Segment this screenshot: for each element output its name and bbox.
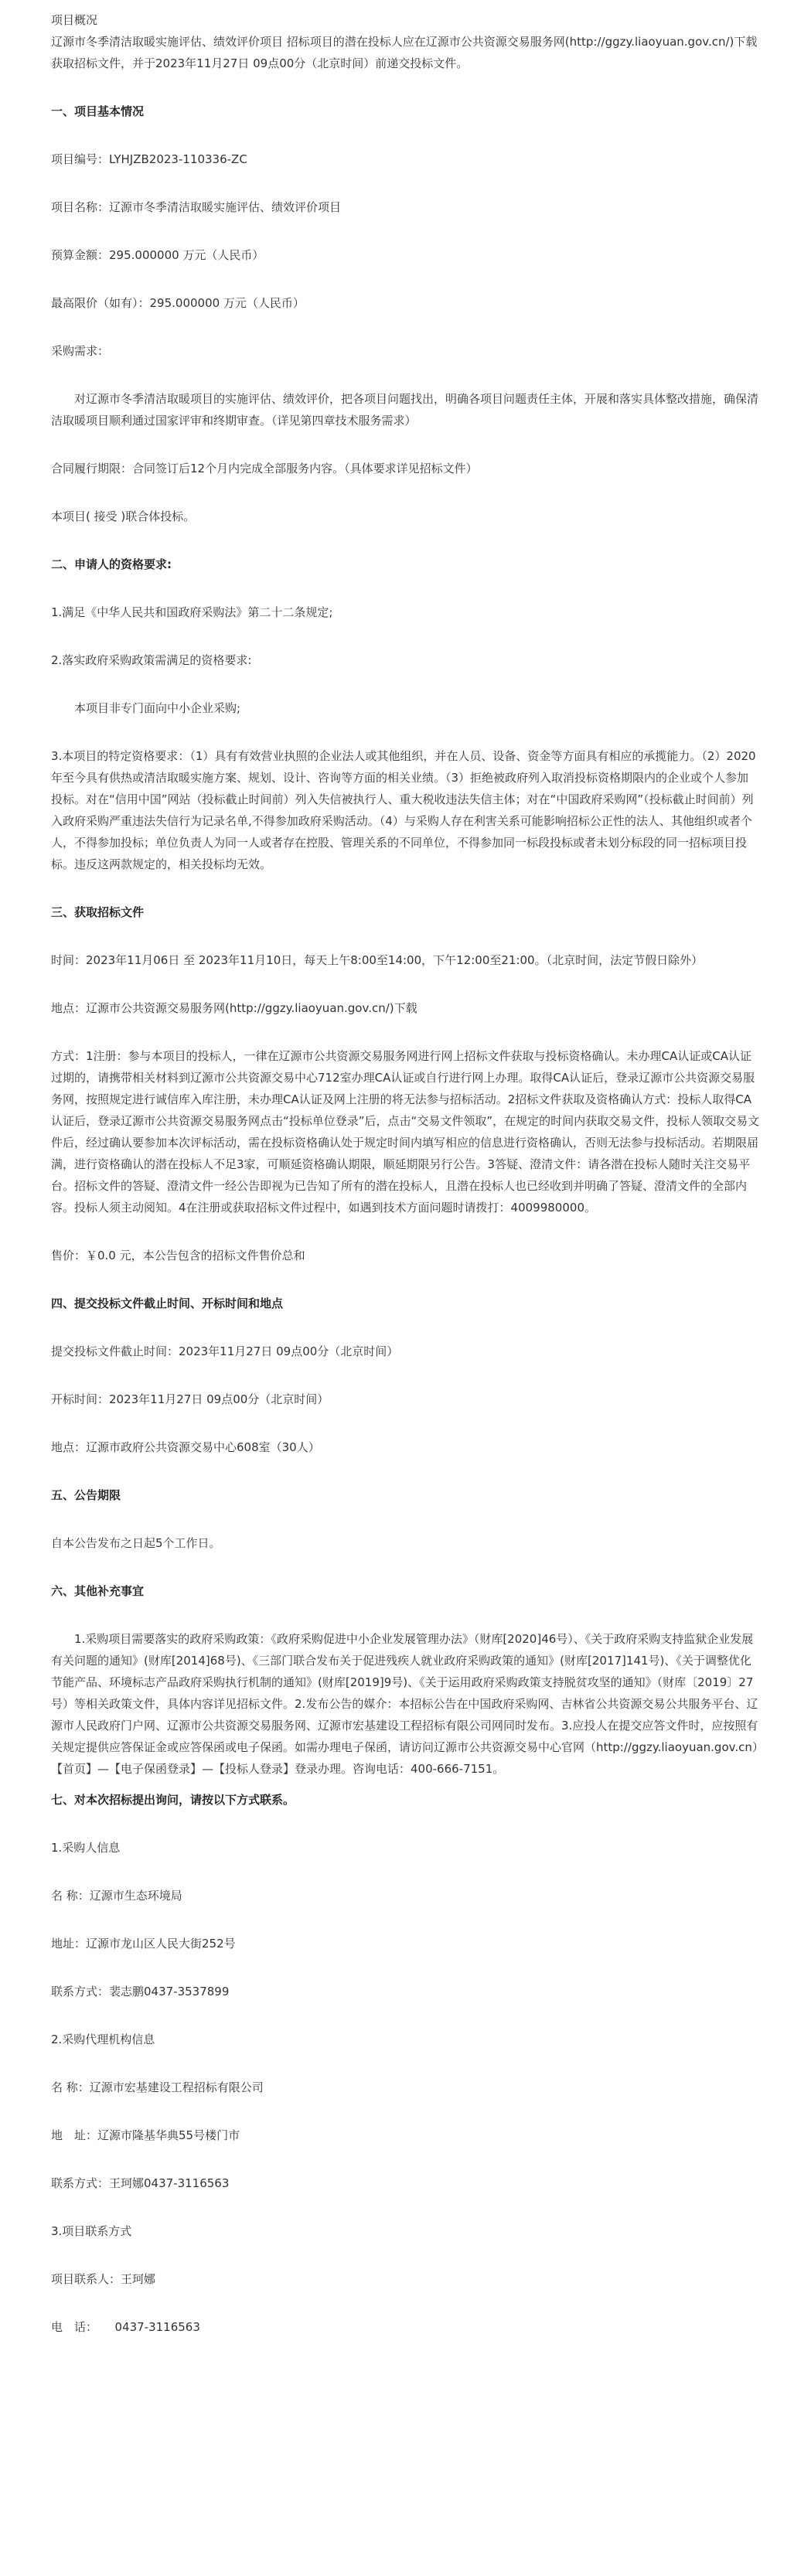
intro-label: 项目概况 [51, 13, 98, 27]
project-contact-phone: 电 话： 0437-3116563 [51, 2320, 200, 2334]
budget-amount: 预算金额：295.000000 万元（人民币） [51, 248, 264, 262]
opening-time: 开标时间：2023年11月27日 09点00分（北京时间） [51, 1392, 329, 1406]
qualification-item-3: 3.本项目的特定资格要求：（1）具有有效营业执照的企业法人或其他组织，并在人员、设备、资金等方面具有相应的承揽能力。（2）2020年至今具有供热或清洁取暖实施方案、规划、设计、咨询等方面的相关业绩。（3）拒绝被政府列入取消投标资格期限内的企业或个人参加投标。对在“信用中国”网站（投标截止时间前）列入失信被执行人、重大税收违法失信主体；对在“中国政府采购网”（投标截止时间前）列入政府采购严重违法失信行为记录名单,不得参加政府采购活动。（4）与采购人存在利害关系可能影响招标公正性的法人、其他组织或者个人，不得参加投标；单位负责人为同一人或者存在控股、管理关系的不同单位，不得参加同一标段投标或者未划分标段的同一招标项目投标。违反这两款规定的，相关投标均无效。 [51, 749, 756, 871]
other-matters: 1.采购项目需要落实的政府采购政策：《政府采购促进中小企业发展管理办法》（财库[2020]46号）、《关于政府采购支持监狱企业发展有关问题的通知》(财库[2014]68号)、《三部门联合发布关于促进残疾人就业政府采购政策的通知》(财库[2017]141号)、《关于调整优化节能产品、环境标志产品政府采购执行机制的通知》(财库[2019]9号)、《关于运用政府采购政策支持脱贫攻坚的通知》（财库〔2019〕27号）等相关政策文件，具体内容详见招标文件。2.发布公告的媒介：本招标公告在中国政府采购网、吉林省公共资源交易公共服务平台、辽源市人民政府门户网、辽源市公共资源交易服务网、辽源市宏基建设工程招标有限公司网同时发布。3.应投人在提交应答文件时，应按照有关规定提供应答保证金或应答保函或电子保函。如需办理电子保函，请访问辽源市公共资源交易中心官网（http://ggzy.liaoyuan.gov.cn）【首页】—【电子保函登录】—【投标人登录】登录办理。咨询电话：400-666-7151。 [51, 1632, 758, 1776]
intro-text: 辽源市冬季清洁取暖实施评估、绩效评价项目 招标项目的潜在投标人应在辽源市公共资源交易服务网(http://ggzy.liaoyuan.gov.cn/)下载获取招标文件，并于2023年11月27日 09点00分（北京时间）前递交投标文件。 [51, 35, 758, 70]
buyer-name: 名 称：辽源市生态环境局 [51, 1889, 182, 1903]
buyer-contact: 联系方式：裴志鹏0437-3537899 [51, 1985, 230, 1998]
section1-title: 一、项目基本情况 [51, 104, 145, 118]
project-contact-person: 项目联系人：王珂娜 [51, 2272, 156, 2286]
section7-title: 七、对本次招标提出询问，请按以下方式联系。 [51, 1793, 295, 1807]
section6-title: 六、其他补充事宜 [51, 1584, 145, 1598]
announcement-period: 自本公告发布之日起5个工作日。 [51, 1536, 221, 1550]
project-name: 项目名称：辽源市冬季清洁取暖实施评估、绩效评价项目 [51, 200, 342, 214]
project-number: 项目编号：LYHJZB2023-110336-ZC [51, 152, 247, 166]
agent-info-header: 2.采购代理机构信息 [51, 2033, 155, 2046]
contract-period: 合同履行期限：合同签订后12个月内完成全部服务内容。（具体要求详见招标文件） [51, 462, 478, 475]
acquire-time: 时间：2023年11月06日 至 2023年11月10日，每天上午8:00至14:00，下午12:00至21:00。（北京时间，法定节假日除外） [51, 953, 704, 967]
section5-title: 五、公告期限 [51, 1488, 121, 1502]
demand-label: 采购需求： [51, 344, 110, 358]
demand-text: 对辽源市冬季清洁取暖项目的实施评估、绩效评价，把各项目问题找出，明确各项目问题责任主体，开展和落实具体整改措施，确保清洁取暖项目顺利通过国家评审和终期审查。（详见第四章技术服务需求） [51, 392, 759, 428]
section4-title: 四、提交投标文件截止时间、开标时间和地点 [51, 1297, 284, 1310]
agent-name: 名 称：辽源市宏基建设工程招标有限公司 [51, 2080, 264, 2094]
document-price: 售价：￥0.0 元，本公告包含的招标文件售价总和 [51, 1249, 305, 1262]
project-contact-header: 3.项目联系方式 [51, 2224, 132, 2238]
qualification-item-2: 2.落实政府采购政策需满足的资格要求: [51, 653, 252, 667]
max-price: 最高限价（如有）：295.000000 万元（人民币） [51, 296, 305, 310]
qualification-item-1: 1.满足《中华人民共和国政府采购法》第二十二条规定; [51, 605, 333, 619]
section3-title: 三、获取招标文件 [51, 905, 145, 919]
acquire-method: 方式：1注册：参与本项目的投标人，一律在辽源市公共资源交易服务网进行网上招标文件获取与投标资格确认。未办理CA认证或CA认证过期的，请携带相关材料到辽源市公共资源交易中心712室办理CA认证或自行进行网上办理。取得CA认证后，登录辽源市公共资源交易服务网，按照规定进行诚信库入库注册，未办理CA认证及网上注册的将无法参与招标活动。2招标文件获取及资格确认方式：投标人取得CA认证后，登录辽源市公共资源交易服务网点击“投标单位登录”后，点击“交易文件领取”，在规定的时间内获取交易文件，投标人领取交易文件后，经过确认要参加本次评标活动，需在投标资格确认处于规定时间内填写相应的信息进行资格确认，否则无法参与投标活动。若期限届满，进行资格确认的潜在投标人不足3家，可顺延资格确认期限，顺延期限另行公告。3答疑、澄清文件：请各潜在投标人随时关注交易平台。招标文件的答疑、澄清文件一经公告即视为已告知了所有的潜在投标人，且潜在投标人也已经收到并明确了答疑、澄清文件的全部内容。投标人须主动阅知。4在注册或获取招标文件过程中，如遇到技术方面问题时请拨打：4009980000。 [51, 1049, 760, 1215]
qualification-item-2-detail: 本项目非专门面向中小企业采购; [74, 701, 241, 715]
agent-contact: 联系方式：王珂娜0437-3116563 [51, 2176, 230, 2190]
agent-address: 地 址：辽源市隆基华典55号楼门市 [51, 2128, 240, 2142]
opening-place: 地点：辽源市政府公共资源交易中心608室（30人） [51, 1440, 320, 1454]
buyer-info-header: 1.采购人信息 [51, 1841, 121, 1855]
joint-bid: 本项目( 接受 )联合体投标。 [51, 509, 196, 523]
bid-deadline: 提交投标文件截止时间：2023年11月27日 09点00分（北京时间） [51, 1344, 399, 1358]
acquire-place: 地点：辽源市公共资源交易服务网(http://ggzy.liaoyuan.gov.cn/)下载 [51, 1001, 417, 1015]
section2-title: 二、申请人的资格要求: [51, 557, 172, 571]
buyer-address: 地址：辽源市龙山区人民大街252号 [51, 1937, 236, 1951]
